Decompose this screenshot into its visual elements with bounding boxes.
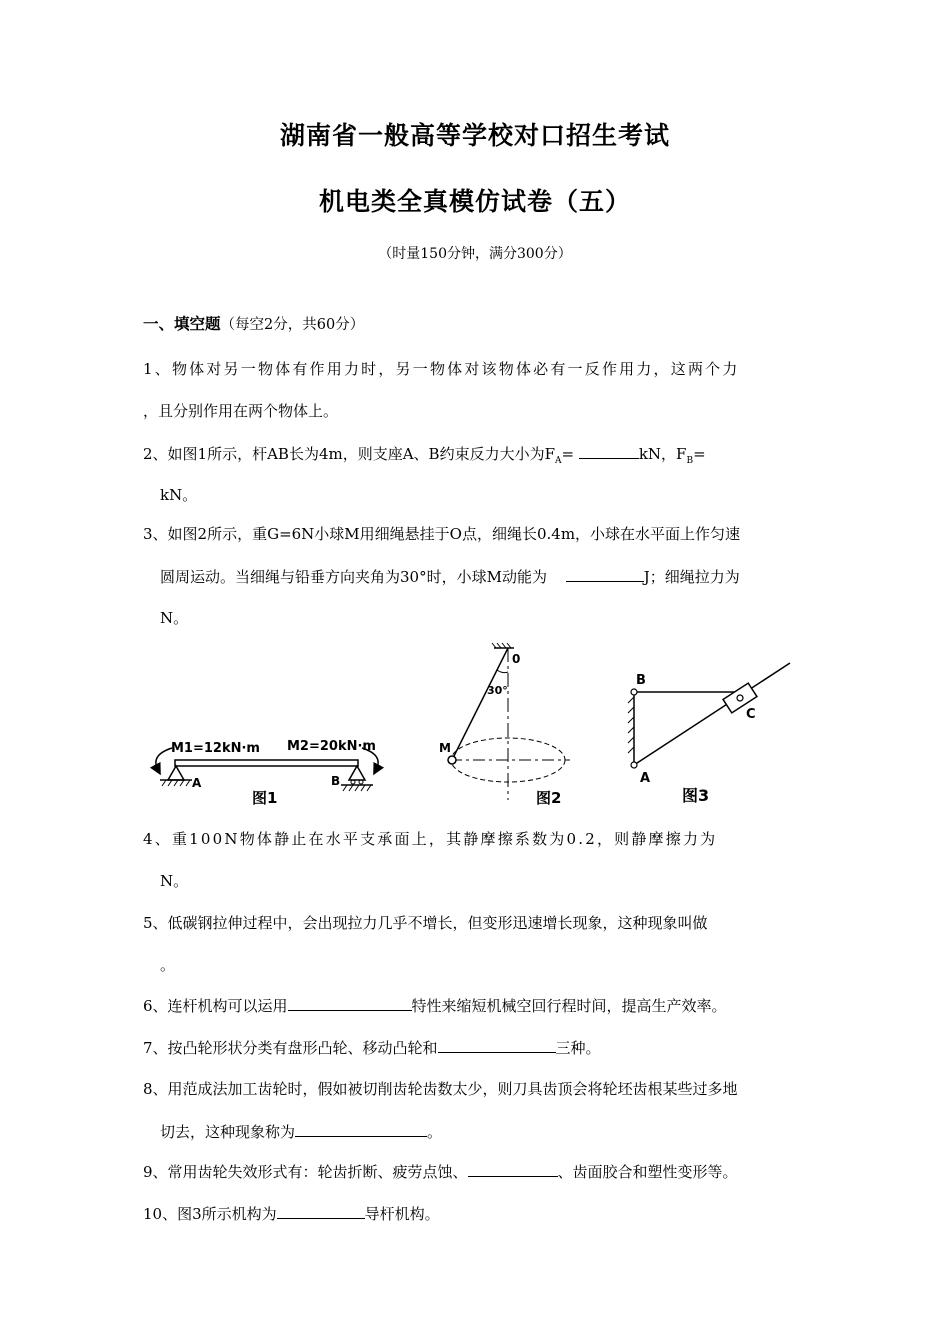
m1-label: M1=12kN·m: [171, 741, 260, 756]
answer-blank-9[interactable]: [468, 1161, 558, 1177]
exam-subtitle-title: 机电类全真模仿试卷（五）: [318, 187, 631, 216]
question-1-line-2: ，且分别作用在两个物体上。: [143, 402, 339, 420]
question-7-text: 7、按凸轮形状分类有盘形凸轮、移动凸轮和: [143, 1039, 438, 1057]
moment-m1-arrow: [156, 748, 172, 770]
question-6: [143, 995, 813, 1016]
question-6-text-2: 特性来缩短机械空回行程时间，提高生产效率。: [411, 997, 727, 1015]
question-7: [143, 1037, 813, 1058]
fig2-label-o: 0: [512, 652, 521, 666]
fig1-label-a: A: [192, 776, 202, 790]
question-3-line-3: N。: [160, 609, 189, 627]
answer-blank-7[interactable]: [438, 1037, 556, 1053]
question-8-line-2: [160, 1121, 830, 1142]
string: [452, 648, 508, 760]
question-2-text: 2、如图1所示，杆AB长为4m，则支座A、B约束反力大小为F: [143, 445, 555, 463]
question-7-text-2: 三种。: [555, 1039, 601, 1057]
question-5-line-2: 。: [160, 956, 176, 974]
figure-1: [156, 739, 378, 807]
fig1-caption: 图1: [252, 789, 278, 807]
fig3-caption: 图3: [682, 786, 710, 805]
question-8-line-1: 8、用范成法加工齿轮时，假如被切削齿轮齿数太少，则刀具齿顶会将轮坯齿根某些过多地: [143, 1080, 738, 1098]
fig2-caption: 图2: [536, 789, 562, 807]
question-3-text-2: J；细绳拉力为: [643, 568, 740, 586]
question-9-text-2: 、齿面胶合和塑性变形等。: [557, 1163, 738, 1181]
answer-blank-6[interactable]: [288, 995, 412, 1011]
fig3-label-b: B: [636, 673, 646, 688]
question-2-line-2: kN。: [160, 486, 198, 504]
fig2-label-m: M: [439, 741, 451, 755]
fig2-angle: 30°: [487, 684, 508, 697]
fig3-label-a: A: [640, 771, 651, 786]
question-9: [143, 1161, 813, 1182]
fig1-label-b: B: [331, 774, 341, 788]
exam-time-note: （时量150分钟，满分300分）: [378, 246, 572, 262]
question-8-text-2: 。: [427, 1123, 443, 1141]
question-4-line-2: N。: [160, 872, 189, 890]
question-5-line-1: 5、低碳钢拉伸过程中，会出现拉力几乎不增长，但变形迅速增长现象，这种现象叫做: [143, 914, 708, 932]
question-10-text: 10、图3所示机构为: [143, 1205, 277, 1223]
answer-blank-10[interactable]: [277, 1203, 365, 1219]
beam-ab: [175, 760, 358, 766]
figure-2: [439, 643, 570, 807]
section-note: （每空2分，共60分）: [220, 317, 365, 333]
question-3-text: 圆周运动。当细绳与铅垂方向夹角为30°时，小球M动能为: [160, 568, 547, 586]
subscript-a: A: [554, 456, 562, 466]
exam-title: 湖南省一般高等学校对口招生考试: [279, 121, 670, 150]
support-b: [349, 766, 365, 780]
fig3-label-c: C: [746, 707, 756, 722]
m2-label: M2=20kN·m: [287, 739, 376, 754]
joint-a: [631, 762, 637, 768]
question-3-line-1: 3、如图2所示，重G=6N小球M用细绳悬挂于O点，细绳长0.4m，小球在水平面上作匀速: [143, 525, 741, 543]
guide-bar: [634, 663, 790, 765]
question-8-text: 切去，这种现象称为: [160, 1123, 296, 1141]
ball-m: [448, 756, 456, 764]
question-4-line-1: 4、重100N物体静止在水平支承面上，其静摩擦系数为0.2，则静摩擦力为: [143, 830, 718, 848]
question-10: [143, 1203, 813, 1224]
answer-blank-8[interactable]: [295, 1121, 427, 1137]
subscript-b: B: [686, 456, 694, 466]
question-9-text: 9、常用齿轮失效形式有：轮齿折断、疲劳点蚀、: [143, 1163, 468, 1181]
support-a: [168, 766, 184, 780]
question-6-text: 6、连杆机构可以运用: [143, 997, 288, 1015]
unit-text: kN，F: [638, 445, 687, 463]
section-title: 一、填空题: [143, 315, 221, 333]
figure-3: [628, 663, 790, 805]
question-10-text-2: 导杆机构。: [364, 1205, 440, 1223]
equals-b: =: [693, 445, 706, 463]
joint-b: [631, 689, 637, 695]
equals: =: [561, 445, 579, 463]
question-1-line-1: 1、物体对另一物体有作用力时，另一物体对该物体必有一反作用力，这两个力: [143, 360, 740, 378]
